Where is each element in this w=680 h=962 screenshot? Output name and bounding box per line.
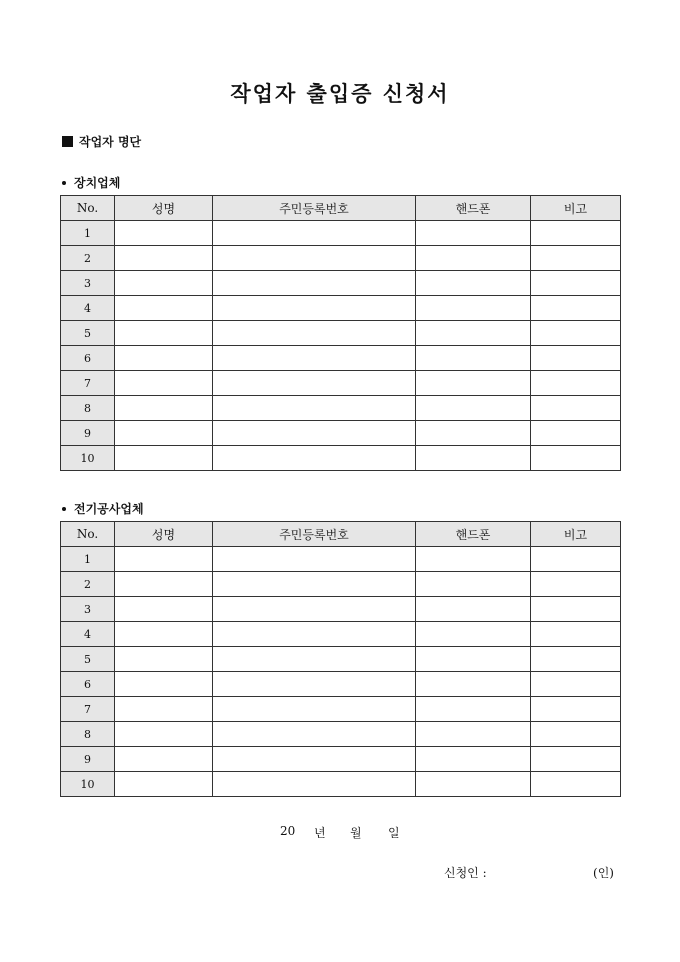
- row-number: 4: [61, 622, 115, 647]
- roster-table-1: [60, 195, 621, 471]
- name-cell[interactable]: [115, 547, 213, 572]
- row-number: 2: [61, 246, 115, 271]
- row-number: 5: [61, 321, 115, 346]
- id-number-cell[interactable]: [213, 722, 416, 747]
- id-number-cell[interactable]: [213, 396, 416, 421]
- phone-cell[interactable]: [416, 747, 531, 772]
- group-name: 전기공사업체: [74, 502, 144, 516]
- column-header-remarks: 비고: [531, 522, 621, 547]
- name-cell[interactable]: [115, 697, 213, 722]
- id-number-cell[interactable]: [213, 697, 416, 722]
- name-cell[interactable]: [115, 246, 213, 271]
- roster-table-2: [60, 521, 621, 797]
- remarks-cell[interactable]: [531, 647, 621, 672]
- table-row: [61, 672, 621, 697]
- id-number-cell[interactable]: [213, 371, 416, 396]
- remarks-cell[interactable]: [531, 246, 621, 271]
- phone-cell[interactable]: [416, 622, 531, 647]
- name-cell[interactable]: [115, 271, 213, 296]
- remarks-cell[interactable]: [531, 672, 621, 697]
- name-cell[interactable]: [115, 772, 213, 797]
- remarks-cell[interactable]: [531, 547, 621, 572]
- phone-cell[interactable]: [416, 296, 531, 321]
- table-row: [61, 622, 621, 647]
- id-number-cell[interactable]: [213, 747, 416, 772]
- day-unit: 일: [388, 826, 400, 840]
- phone-cell[interactable]: [416, 547, 531, 572]
- column-header-remarks: 비고: [531, 196, 621, 221]
- name-cell[interactable]: [115, 446, 213, 471]
- row-number: 1: [61, 221, 115, 246]
- name-cell[interactable]: [115, 296, 213, 321]
- table-row: [61, 772, 621, 797]
- id-number-cell[interactable]: [213, 346, 416, 371]
- name-cell[interactable]: [115, 647, 213, 672]
- black-square-icon: [62, 136, 73, 147]
- group-label-1: [62, 174, 120, 191]
- table-row: [61, 547, 621, 572]
- table-header-row: [61, 196, 621, 221]
- remarks-cell[interactable]: [531, 271, 621, 296]
- applicant-label: 신청인 :: [444, 866, 487, 880]
- row-number: 8: [61, 396, 115, 421]
- remarks-cell[interactable]: [531, 221, 621, 246]
- column-header-phone: 핸드폰: [416, 196, 531, 221]
- phone-cell[interactable]: [416, 647, 531, 672]
- row-number: 3: [61, 271, 115, 296]
- id-number-cell[interactable]: [213, 271, 416, 296]
- id-number-cell[interactable]: [213, 622, 416, 647]
- remarks-cell[interactable]: [531, 371, 621, 396]
- month-unit: 월: [350, 826, 362, 840]
- id-number-cell[interactable]: [213, 597, 416, 622]
- name-cell[interactable]: [115, 722, 213, 747]
- name-cell[interactable]: [115, 396, 213, 421]
- row-number: 7: [61, 371, 115, 396]
- table-row: [61, 747, 621, 772]
- column-header-phone: 핸드폰: [416, 522, 531, 547]
- row-number: 4: [61, 296, 115, 321]
- table-row: [61, 371, 621, 396]
- name-cell[interactable]: [115, 421, 213, 446]
- table-row: [61, 421, 621, 446]
- phone-cell[interactable]: [416, 697, 531, 722]
- row-number: 9: [61, 747, 115, 772]
- remarks-cell[interactable]: [531, 421, 621, 446]
- remarks-cell[interactable]: [531, 396, 621, 421]
- column-header-name: 성명: [115, 522, 213, 547]
- row-number: 7: [61, 697, 115, 722]
- document-title: 작업자 출입증 신청서: [230, 81, 450, 106]
- remarks-cell[interactable]: [531, 622, 621, 647]
- remarks-cell[interactable]: [531, 296, 621, 321]
- id-number-cell[interactable]: [213, 296, 416, 321]
- row-number: 1: [61, 547, 115, 572]
- table-row: [61, 722, 621, 747]
- phone-cell[interactable]: [416, 371, 531, 396]
- group-name: 장치업체: [74, 176, 121, 190]
- seal-mark: (인): [593, 866, 614, 880]
- id-number-cell[interactable]: [213, 446, 416, 471]
- id-number-cell[interactable]: [213, 246, 416, 271]
- remarks-cell[interactable]: [531, 747, 621, 772]
- row-number: 6: [61, 346, 115, 371]
- section-heading: [62, 133, 141, 150]
- name-cell[interactable]: [115, 321, 213, 346]
- column-header-id-number: 주민등록번호: [213, 196, 416, 221]
- phone-cell[interactable]: [416, 446, 531, 471]
- table-row: [61, 697, 621, 722]
- row-number: 5: [61, 647, 115, 672]
- bullet-icon: [62, 181, 66, 185]
- name-cell[interactable]: [115, 672, 213, 697]
- id-number-cell[interactable]: [213, 221, 416, 246]
- id-number-cell[interactable]: [213, 321, 416, 346]
- name-cell[interactable]: [115, 371, 213, 396]
- year-prefix: 20: [280, 824, 296, 838]
- table-row: [61, 572, 621, 597]
- table-row: [61, 647, 621, 672]
- id-number-cell[interactable]: [213, 647, 416, 672]
- name-cell[interactable]: [115, 747, 213, 772]
- phone-cell[interactable]: [416, 221, 531, 246]
- table-row: [61, 271, 621, 296]
- phone-cell[interactable]: [416, 722, 531, 747]
- remarks-cell[interactable]: [531, 321, 621, 346]
- section-label: 작업자 명단: [79, 135, 142, 149]
- year-unit: 년: [314, 826, 326, 840]
- remarks-cell[interactable]: [531, 346, 621, 371]
- row-number: 2: [61, 572, 115, 597]
- table-row: [61, 446, 621, 471]
- phone-cell[interactable]: [416, 421, 531, 446]
- phone-cell[interactable]: [416, 396, 531, 421]
- applicant-line: [444, 864, 614, 880]
- column-header-id-number: 주민등록번호: [213, 522, 416, 547]
- remarks-cell[interactable]: [531, 446, 621, 471]
- phone-cell[interactable]: [416, 271, 531, 296]
- column-header-no: No.: [61, 522, 115, 547]
- table-row: [61, 321, 621, 346]
- phone-cell[interactable]: [416, 346, 531, 371]
- row-number: 10: [61, 772, 115, 797]
- id-number-cell[interactable]: [213, 672, 416, 697]
- bullet-icon: [62, 507, 66, 511]
- row-number: 10: [61, 446, 115, 471]
- table-row: [61, 597, 621, 622]
- phone-cell[interactable]: [416, 246, 531, 271]
- table-row: [61, 221, 621, 246]
- name-cell[interactable]: [115, 622, 213, 647]
- table-row: [61, 346, 621, 371]
- column-header-name: 성명: [115, 196, 213, 221]
- table-row: [61, 396, 621, 421]
- phone-cell[interactable]: [416, 672, 531, 697]
- id-number-cell[interactable]: [213, 572, 416, 597]
- table-row: [61, 296, 621, 321]
- table-row: [61, 246, 621, 271]
- remarks-cell[interactable]: [531, 597, 621, 622]
- row-number: 6: [61, 672, 115, 697]
- name-cell[interactable]: [115, 572, 213, 597]
- column-header-no: No.: [61, 196, 115, 221]
- row-number: 3: [61, 597, 115, 622]
- row-number: 9: [61, 421, 115, 446]
- id-number-cell[interactable]: [213, 547, 416, 572]
- phone-cell[interactable]: [416, 772, 531, 797]
- date-line: [280, 824, 400, 841]
- group-label-2: [62, 500, 144, 517]
- phone-cell[interactable]: [416, 321, 531, 346]
- id-number-cell[interactable]: [213, 421, 416, 446]
- phone-cell[interactable]: [416, 572, 531, 597]
- name-cell[interactable]: [115, 346, 213, 371]
- remarks-cell[interactable]: [531, 722, 621, 747]
- row-number: 8: [61, 722, 115, 747]
- remarks-cell[interactable]: [531, 572, 621, 597]
- phone-cell[interactable]: [416, 597, 531, 622]
- table-header-row: [61, 522, 621, 547]
- remarks-cell[interactable]: [531, 772, 621, 797]
- name-cell[interactable]: [115, 597, 213, 622]
- remarks-cell[interactable]: [531, 697, 621, 722]
- name-cell[interactable]: [115, 221, 213, 246]
- id-number-cell[interactable]: [213, 772, 416, 797]
